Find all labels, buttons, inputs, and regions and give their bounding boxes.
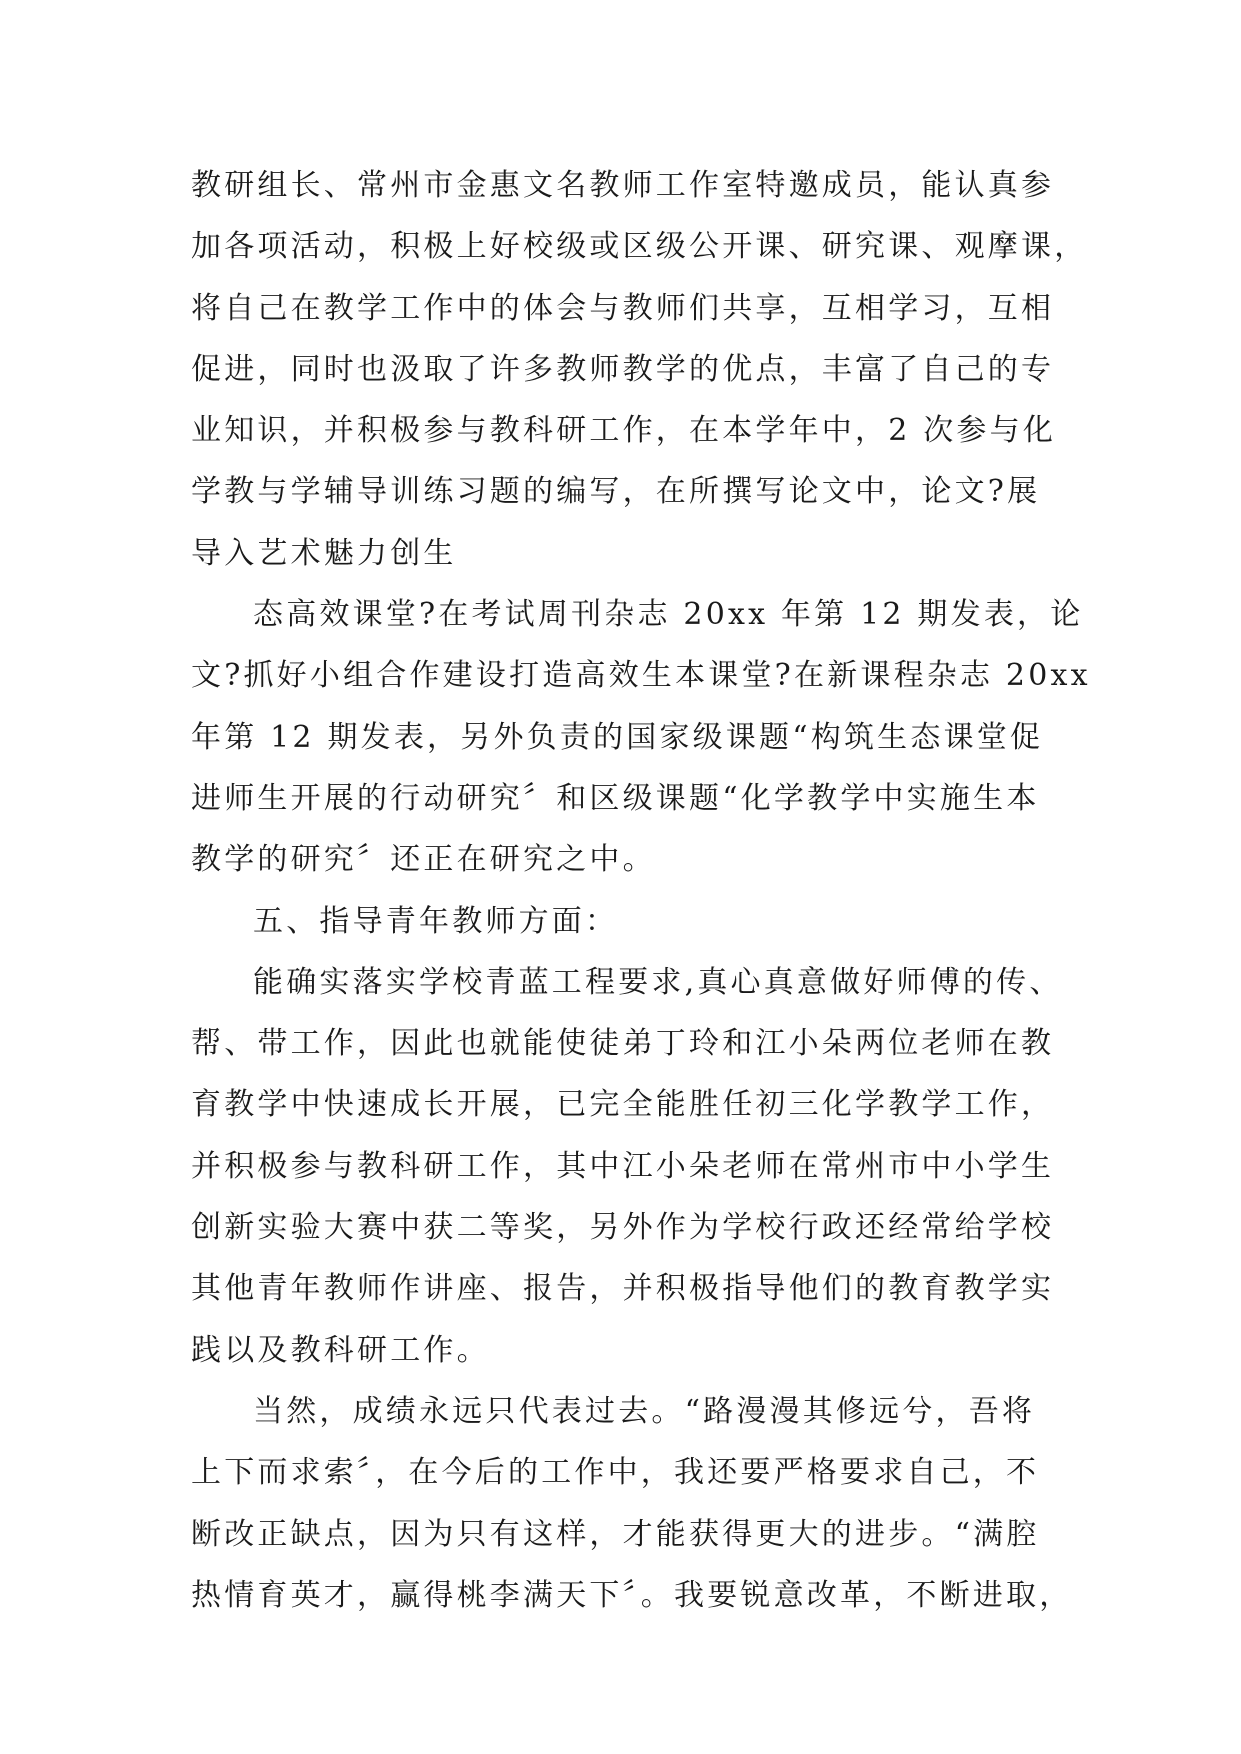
text-line-24: 热情育英才，赢得桃李满天下〞。我要锐意改革，不断进取， — [191, 1577, 1073, 1613]
text-line-18: 创新实验大赛中获二等奖，另外作为学校行政还经常给学校 — [191, 1210, 1055, 1246]
paragraph-start-line: 能确实落实学校青蓝工程要求,真心真意做好师傅的传、 — [253, 964, 1063, 1000]
text-line-1: 教研组长、常州市金惠文名教师工作室特邀成员，能认真参 — [191, 168, 1055, 203]
text-line-9: 文?抓好小组合作建设打造高效生本课堂?在新课程杂志 20xx — [191, 658, 1091, 694]
text-line-22: 上下而求索〞，在今后的工作中，我还要严格要求自己，不 — [191, 1455, 1040, 1491]
text-line-10: 年第 12 期发表，另外负责的国家级课题“构筑生态课堂促 — [191, 719, 1044, 755]
section-heading: 五、指导青年教师方面： — [253, 903, 619, 939]
text-line-5: 业知识，并积极参与教科研工作，在本学年中，2 次参与化 — [191, 413, 1057, 449]
text-line-12: 教学的研究〞还正在研究之中。 — [191, 842, 656, 878]
document-body — [191, 155, 1091, 1626]
text-line-7: 导入艺术魅力创生 — [191, 535, 457, 571]
text-line-11: 进师生开展的行动研究〞和区级课题“化学教学中实施生本 — [191, 780, 1040, 816]
text-line-4: 促进，同时也汲取了许多教师教学的优点，丰富了自己的专 — [191, 351, 1055, 387]
text-line-20: 践以及教科研工作。 — [191, 1332, 490, 1368]
text-line-3: 将自己在教学工作中的体会与教师们共享，互相学习，互相 — [191, 290, 1055, 326]
text-line-2: 加各项活动，积极上好校级或区级公开课、研究课、观摩课， — [191, 229, 1088, 265]
text-line-15: 帮、带工作，因此也就能使徒弟丁玲和江小朵两位老师在教 — [191, 1026, 1055, 1062]
text-line-6: 学教与学辅导训练习题的编写，在所撰写论文中，论文?展 — [191, 474, 1041, 510]
paragraph-start-line: 当然，成绩永远只代表过去。“路漫漫其修远兮，吾将 — [253, 1393, 1036, 1429]
text-line-16: 育教学中快速成长开展，已完全能胜任初三化学教学工作， — [191, 1087, 1055, 1123]
text-line-17: 并积极参与教科研工作，其中江小朵老师在常州市中小学生 — [191, 1148, 1055, 1184]
text-line-19: 其他青年教师作讲座、报告，并积极指导他们的教育教学实 — [191, 1271, 1055, 1307]
text-line-23: 断改正缺点，因为只有这样，才能获得更大的进步。“满腔 — [191, 1516, 1040, 1552]
paragraph-start-line: 态高效课堂?在考试周刊杂志 20xx 年第 12 期发表，论 — [253, 597, 1084, 633]
